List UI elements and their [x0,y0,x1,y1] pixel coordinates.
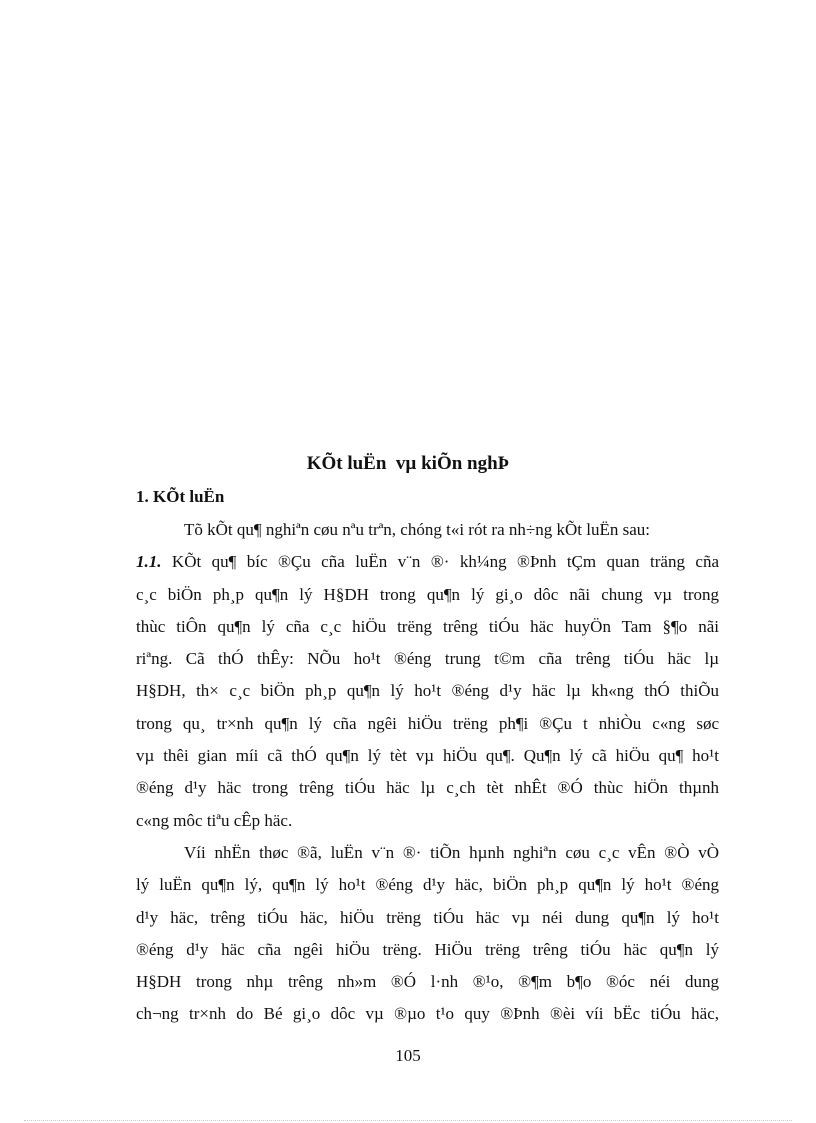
text-line: riªng. Cã thÓ thÊy: NÕu ho¹t ®éng trung t©m cña trêng tiÓu häc lµ [136,649,719,669]
text-line: thùc tiÔn qu¶n lý cña c¸c hiÖu trëng trêng tiÓu häc huyÖn Tam §¶o nãi [136,616,719,636]
paragraph-2 [136,837,719,1031]
page-bottom-rule [24,1120,792,1121]
paragraph-intro [136,514,719,546]
page-title: KÕt luËn vµ kiÕn nghÞ [306,453,510,474]
text-line: trong qu¸ tr×nh qu¶n lý cña ngêi hiÖu trëng ph¶i ®Çu t nhiÒu c«ng søc [136,713,719,733]
text-line: Víi nhËn thøc ®ã, luËn v¨n ®· tiÕn hµnh nghiªn cøu c¸c vÊn ®Ò vÒ [184,842,719,862]
page-number: 105 [395,1046,421,1065]
text-line [136,546,719,578]
text-line: lý luËn qu¶n lý, qu¶n lý ho¹t ®éng d¹y häc, biÖn ph¸p qu¶n lý ho¹t ®éng [136,875,719,895]
text-line: c«ng môc tiªu cÊp häc. [136,810,293,830]
text-line: ®éng d¹y häc cña ngêi hiÖu trëng. HiÖu trëng trêng tiÓu häc qu¶n lý [136,939,719,959]
text-fragment: KÕt qu¶ bíc ®Çu cña luËn v¨n ®· kh¼ng ®Þnh tÇm quan träng cña [161,552,719,572]
text-line: ®éng d¹y häc trong trêng tiÓu häc lµ c¸ch tèt nhÊt ®Ó thùc hiÖn thµnh [136,778,719,798]
paragraph-1-1 [136,546,719,837]
text-line: vµ thêi gian míi cã thÓ qu¶n lý tèt vµ hiÖu qu¶. Qu¶n lý cã hiÖu qu¶ ho¹t [136,746,719,766]
numbered-lead: 1.1. [136,552,162,572]
body-text [136,514,719,1031]
section-heading: 1. KÕt luËn [136,487,225,506]
text-line: c¸c biÖn ph¸p qu¶n lý H§DH trong qu¶n lý gi¸o dôc nãi chung vµ trong [136,584,719,604]
text-line: H§DH, th× c¸c biÖn ph¸p qu¶n lý ho¹t ®éng d¹y häc lµ kh«ng thÓ thiÕu [136,681,719,701]
text-line: Tõ kÕt qu¶ nghiªn cøu nªu trªn, chóng t«i rót ra nh÷ng kÕt luËn sau: [184,520,650,539]
text-line: d¹y häc, trêng tiÓu häc, hiÖu trëng tiÓu häc vµ néi dung qu¶n lý ho¹t [136,907,719,927]
text-line: ch¬ng tr×nh do Bé gi¸o dôc vµ ®µo t¹o quy ®Þnh ®èi víi bËc tiÓu häc, [136,1004,719,1024]
text-line: H§DH trong nhµ trêng nh»m ®Ó l·nh ®¹o, ®¶m b¶o ®óc néi dung [136,972,719,992]
